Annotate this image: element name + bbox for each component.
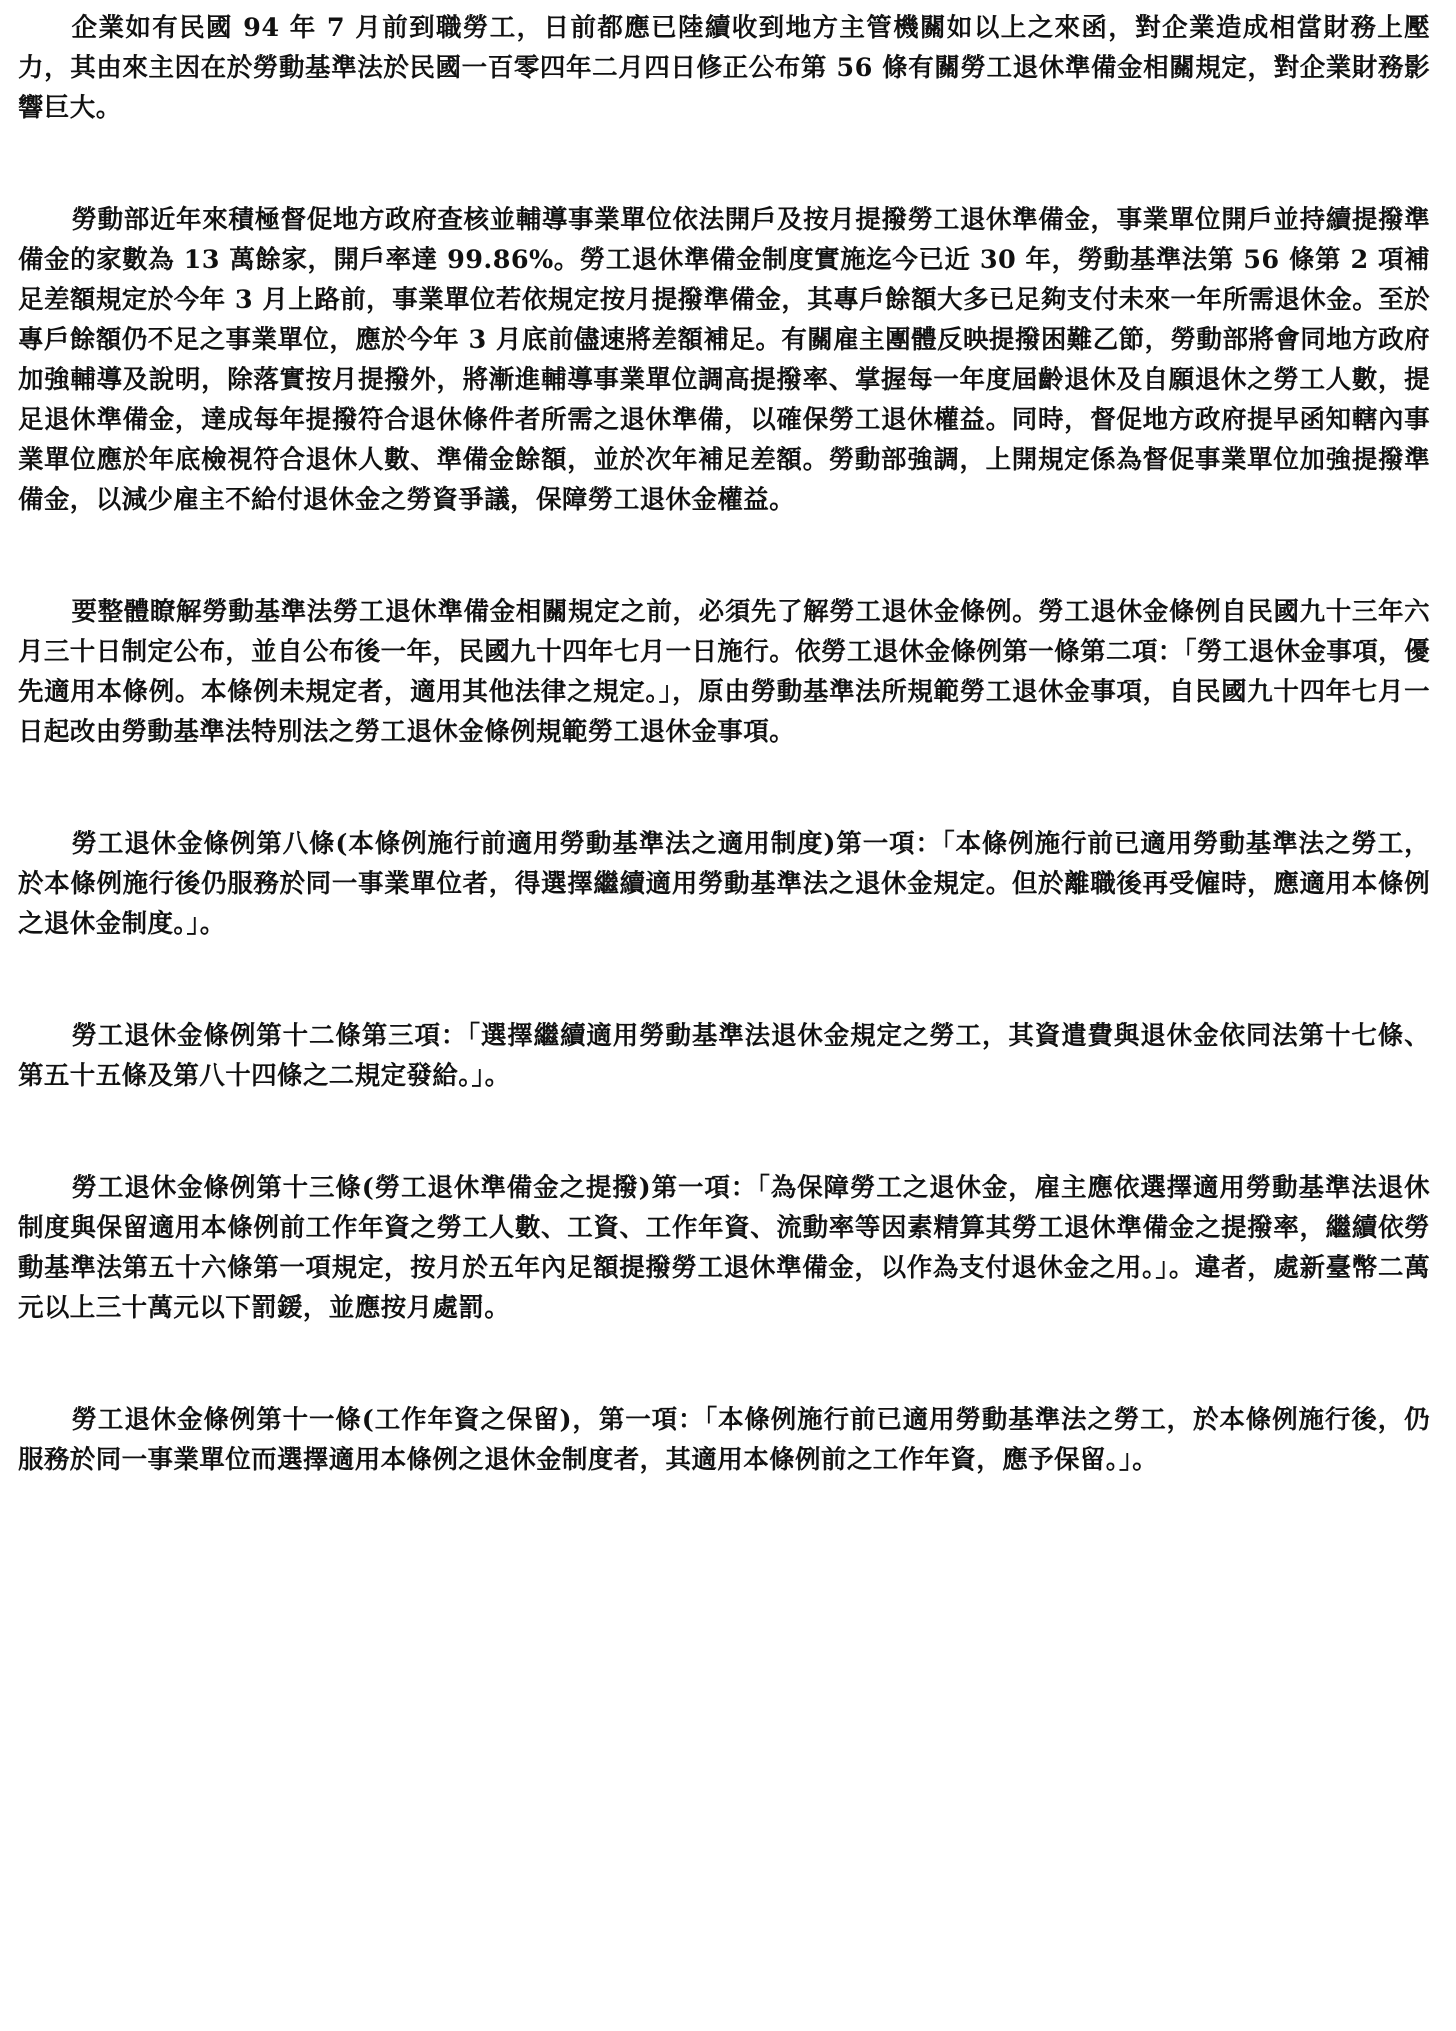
paragraph-gap xyxy=(18,944,1430,1016)
paragraph-2: 勞動部近年來積極督促地方政府查核並輔導事業單位依法開戶及按月提撥勞工退休準備金，事業單位開戶並持續提撥準備金的家數為 13 萬餘家，開戶率達 99.86%。勞工退休準備金制度實施迄今已近 30 年，勞動基準法第 56 條第 2 項補足差額規定於今年 3 月上路前，事業單位若依規定按月提撥準備金，其專戶餘額大多已足夠支付未來一年所需退休金。至於專戶餘額仍不足之事業單位，應於今年 3 月底前儘速將差額補足。有關雇主團體反映提撥困難乙節，勞動部將會同地方政府加強輔導及說明，除落實按月提撥外，將漸進輔導事業單位調高提撥率、掌握每一年度屆齡退休及自願退休之勞工人數，提足退休準備金，達成每年提撥符合退休條件者所需之退休準備，以確保勞工退休權益。同時，督促地方政府提早函知轄內事業單位應於年底檢視符合退休人數、準備金餘額，並於次年補足差額。勞動部強調，上開規定係為督促事業單位加強提撥準備金，以減少雇主不給付退休金之勞資爭議，保障勞工退休金權益。 xyxy=(18,205,1430,515)
paragraph-5: 勞工退休金條例第十二條第三項：「選擇繼續適用勞動基準法退休金規定之勞工，其資遣費與退休金依同法第十七條、第五十五條及第八十四條之二規定發給。」。 xyxy=(18,1021,1430,1091)
paragraph-gap xyxy=(18,1328,1430,1400)
paragraph-gap xyxy=(18,1096,1430,1168)
paragraph-3: 要整體瞭解勞動基準法勞工退休準備金相關規定之前，必須先了解勞工退休金條例。勞工退休金條例自民國九十三年六月三十日制定公布，並自公布後一年，民國九十四年七月一日施行。依勞工退休金條例第一條第二項：「勞工退休金事項，優先適用本條例。本條例未規定者，適用其他法律之規定。」，原由勞動基準法所規範勞工退休金事項，自民國九十四年七月一日起改由勞動基準法特別法之勞工退休金條例規範勞工退休金事項。 xyxy=(18,597,1430,747)
paragraph-6: 勞工退休金條例第十三條(勞工退休準備金之提撥)第一項：「為保障勞工之退休金，雇主應依選擇適用勞動基準法退休制度與保留適用本條例前工作年資之勞工人數、工資、工作年資、流動率等因素精算其勞工退休準備金之提撥率，繼續依勞動基準法第五十六條第一項規定，按月於五年內足額提撥勞工退休準備金，以作為支付退休金之用。」。違者，處新臺幣二萬元以上三十萬元以下罰鍰，並應按月處罰。 xyxy=(18,1173,1430,1323)
paragraph-7: 勞工退休金條例第十一條(工作年資之保留)，第一項：「本條例施行前已適用勞動基準法之勞工，於本條例施行後，仍服務於同一事業單位而選擇適用本條例之退休金制度者，其適用本條例前之工作年資，應予保留。」。 xyxy=(18,1405,1430,1475)
paragraph-gap xyxy=(18,752,1430,824)
paragraph-gap xyxy=(18,520,1430,592)
paragraph-1: 企業如有民國 94 年 7 月前到職勞工，日前都應已陸續收到地方主管機關如以上之來函，對企業造成相當財務上壓力，其由來主因在於勞動基準法於民國一百零四年二月四日修正公布第 56 條有關勞工退休準備金相關規定，對企業財務影響巨大。 xyxy=(18,13,1430,123)
paragraph-4: 勞工退休金條例第八條(本條例施行前適用勞動基準法之適用制度)第一項：「本條例施行前已適用勞動基準法之勞工，於本條例施行後仍服務於同一事業單位者，得選擇繼續適用勞動基準法之退休金規定。但於離職後再受僱時，應適用本條例之退休金制度。」。 xyxy=(18,829,1430,939)
paragraph-gap xyxy=(18,128,1430,200)
document-page xyxy=(18,8,1430,1480)
